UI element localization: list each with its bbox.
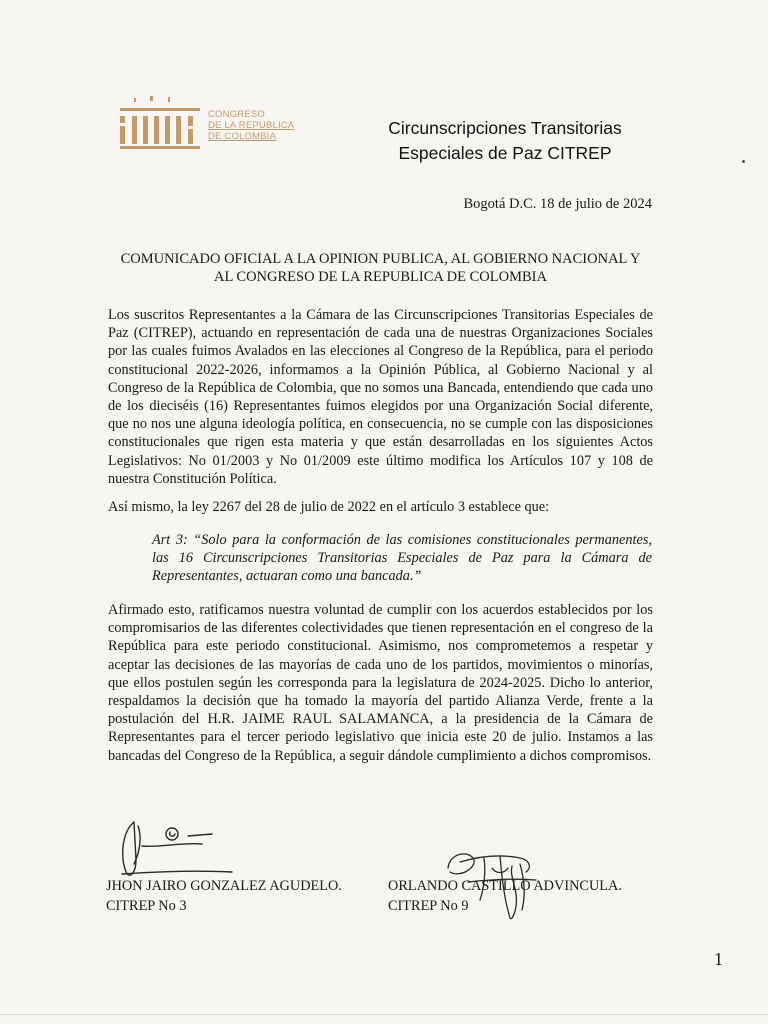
scan-speck [742,160,745,163]
logo-line-2: DE LA REPUBLICA [208,120,295,131]
signer-name: ORLANDO CASTILLO ADVINCULA. [388,878,622,894]
paragraph-3: Afirmado esto, ratificamos nuestra voluntad de cumplir con los acuerdos establecidos por los compromisarios de las diferentes colectividades que tienen representación en el congreso de la República para este periodo constitucional. Asimismo, nos comprometemos a respetar y aceptar las decisiones de las mayorías de cada uno de los partidos, movimientos o minorías, que ellos postulen según les corresponda para la legislatura de 2024-2025. Dicho lo anterior, respaldamos la decisión que ha tomado la mayoría del partido Alianza Verde, frente a la postulación del H.R. JAIME RAUL SALAMANCA, a la presidencia de la Cámara de Representantes para el tercer periodo legislativo que inicia este 20 de julio. Instamos a las bancadas del Congreso de la República, a seguir dándole cumplimiento a dichos compromisos. [108,602,653,764]
signer-name: JHON JAIRO GONZALEZ AGUDELO. [106,878,342,894]
title-line-2: Especiales de Paz CITREP [398,143,612,163]
logo-line-1: CONGRESO [208,109,266,120]
title-line-1: Circunscripciones Transitorias [388,118,622,138]
signature-block-2 [388,876,622,916]
signature-block-1 [106,876,342,916]
signer-role: CITREP No 9 [388,898,469,914]
communique-heading [108,250,653,286]
heading-line-2: AL CONGRESO DE LA REPUBLICA DE COLOMBIA [214,269,547,285]
heading-line-1: COMUNICADO OFICIAL A LA OPINION PUBLICA, AL GOBIERNO NACIONAL Y [120,251,641,267]
document-date: Bogotá D.C. 18 de julio de 2024 [463,196,652,212]
signature-1-image [112,812,282,884]
citrep-title [350,116,660,166]
scan-edge-line [0,1014,768,1015]
page-mark: 1 [714,949,723,969]
logo-line-3: DE COLOMBIA [208,131,277,142]
law-quote: Art 3: “Solo para la conformación de las comisiones constitucionales permanentes, las 16 Circunscripciones Transitorias Especiales de Paz para la Cámara de Representantes, actuaran como una bancada.” [152,532,652,585]
capitol-columns-icon [112,96,204,158]
paragraph-2: Así mismo, la ley 2267 del 28 de julio de 2022 en el artículo 3 establece que: [108,499,550,515]
paragraph-1: Los suscritos Representantes a la Cámara de las Circunscripciones Transitorias Especiales de Paz (CITREP), actuando en representación de cada una de nuestras Organizaciones Sociales por las cuales fuimos Avalados en las elecciones al Congreso de la República, para el periodo constitucional 2022-2026, informamos a la Opinión Pública, al Gobierno Nacional y al Congreso de la República de Colombia, que no somos una Bancada, entendiendo que cada uno de los dieciséis (16) Representantes fuimos elegidos por una Organización Social diferente, que no nos une alguna ideología política, en consecuencia, no se cumple con las disposiciones constitucionales que rigen esta materia y que están desarrolladas en los siguientes Actos Legislativos: No 01/2003 y No 01/2009 este último modifica los Artículos 107 y 108 de nuestra Constitución Política. [108,307,653,487]
congress-logo [112,96,332,158]
logo-text [208,109,294,142]
signer-role: CITREP No 3 [106,898,187,914]
